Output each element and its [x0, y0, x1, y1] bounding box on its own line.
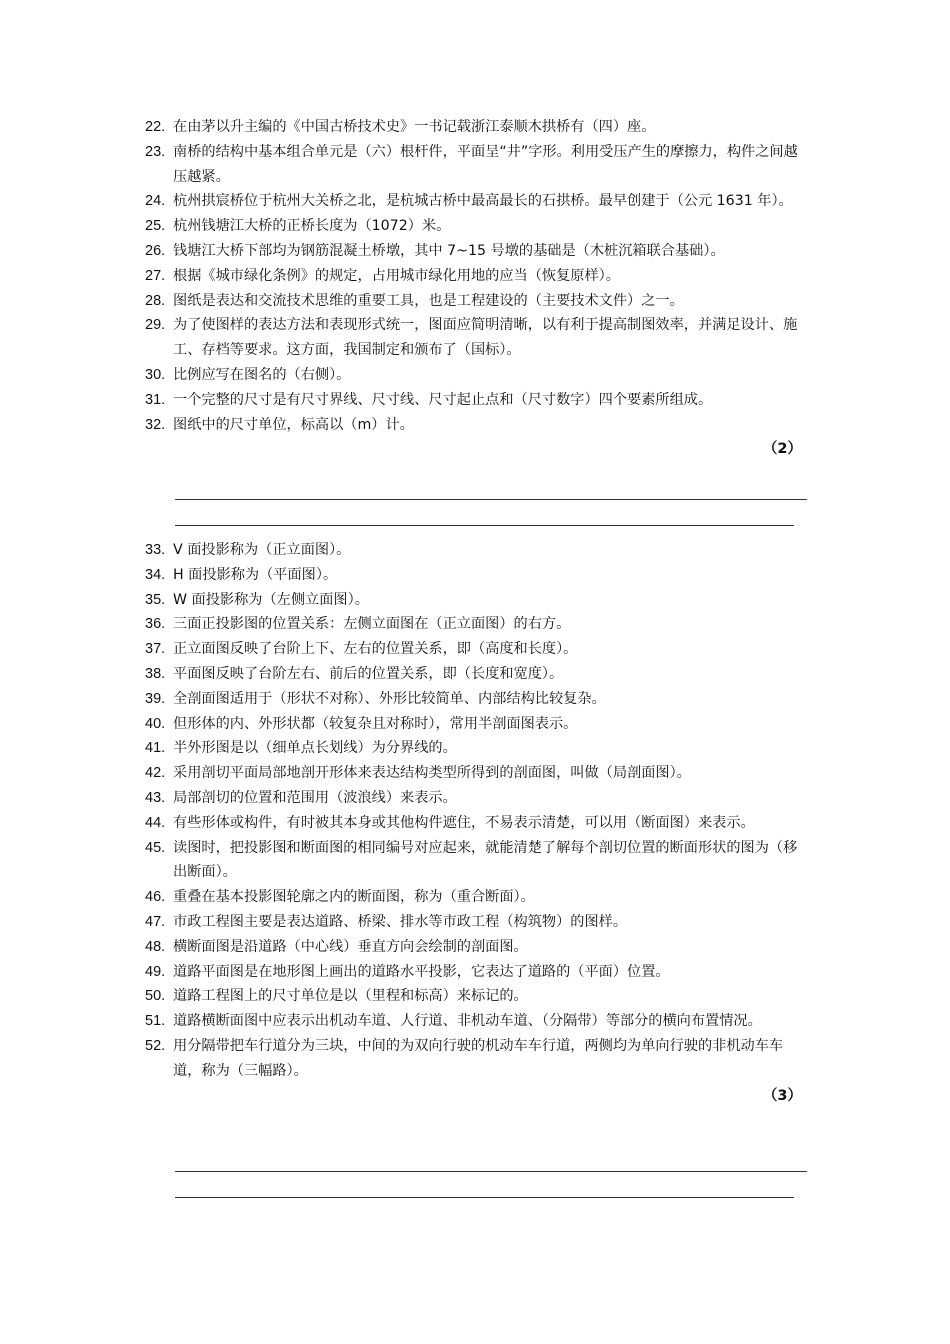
item-text: 三面正投影图的位置关系：左侧立面图在（正立面图）的右方。	[173, 616, 571, 633]
item-number: 33.	[145, 542, 166, 558]
item-number: 37.	[145, 641, 166, 658]
list-item	[145, 239, 810, 264]
item-text: 道路横断面图中应表示出机动车道、人行道、非机动车道、（分隔带）等部分的横向布置情况。	[173, 1013, 762, 1030]
item-number: 52.	[145, 1037, 166, 1054]
list-item	[145, 910, 810, 935]
item-text: 重叠在基本投影图轮廓之内的断面图，称为（重合断面）。	[173, 889, 535, 906]
item-number: 38.	[145, 665, 166, 682]
list-item	[145, 388, 810, 413]
list-item	[145, 736, 810, 761]
list-item	[145, 1009, 810, 1034]
list-item	[145, 885, 810, 910]
list-item	[145, 786, 810, 811]
item-text: 一个完整的尺寸是有尺寸界线、尺寸线、尺寸起止点和（尺寸数字）四个要素所组成。	[173, 391, 713, 408]
list-item	[145, 687, 810, 712]
list-item	[145, 140, 810, 190]
item-text: 根据《城市绿化条例》的规定，占用城市绿化用地的应当（恢复原样）。	[173, 267, 620, 284]
list-item	[145, 935, 810, 960]
page-number-marker: （2）	[762, 441, 802, 458]
list-item	[145, 214, 810, 239]
item-number: 48.	[145, 938, 166, 955]
item-number: 50.	[145, 988, 166, 1005]
item-number: 23.	[145, 143, 166, 160]
list-item	[145, 960, 810, 985]
item-text: 采用剖切平面局部地剖开形体来表达结构类型所得到的剖面图，叫做（局剖面图）。	[173, 765, 691, 782]
list-item	[145, 1034, 810, 1084]
item-text: 图纸是表达和交流技术思维的重要工具，也是工程建设的（主要技术文件）之一。	[173, 292, 684, 309]
list-item	[145, 413, 810, 438]
page-number-marker: （3）	[762, 1087, 802, 1104]
item-number: 27.	[145, 267, 166, 284]
list-item	[145, 588, 810, 613]
item-text: 市政工程图主要是表达道路、桥梁、排水等市政工程（构筑物）的图样。	[173, 913, 628, 930]
item-text: 南桥的结构中基本组合单元是（六）根杆件，平面呈“井”字形。利用受压产生的摩擦力，构件之间越压越紧。	[173, 143, 798, 185]
item-number: 36.	[145, 616, 166, 633]
list-item	[145, 264, 810, 289]
list-item	[145, 538, 810, 563]
item-text: 但形体的内、外形状都（较复杂且对称时），常用半剖面图表示。	[173, 715, 578, 732]
list-item	[145, 811, 810, 836]
item-text: 比例应写在图名的（右侧）。	[173, 366, 351, 383]
list-item	[145, 761, 810, 786]
question-list-2	[145, 538, 810, 1108]
list-item	[145, 612, 810, 637]
list-item	[145, 712, 810, 737]
item-number: 39.	[145, 690, 166, 707]
item-number: 47.	[145, 913, 166, 930]
item-number: 43.	[145, 789, 166, 806]
item-text: H 面投影称为（平面图）。	[173, 566, 338, 583]
item-text: 正立面图反映了台阶上下、左右的位置关系，即（高度和长度）。	[173, 641, 578, 658]
item-text: 图纸中的尺寸单位，标高以（m）计。	[173, 416, 414, 433]
item-text: 半外形图是以（细单点长划线）为分界线的。	[173, 740, 457, 757]
list-item	[145, 563, 810, 588]
item-text: 道路平面图是在地形图上画出的道路水平投影，它表达了道路的（平面）位置。	[173, 963, 670, 980]
item-text: 有些形体或构件，有时被其本身或其他构件遮住，不易表示清楚，可以用（断面图）来表示。	[173, 814, 755, 831]
list-item	[145, 313, 810, 363]
separator-line	[175, 499, 807, 500]
item-text: W 面投影称为（左侧立面图）。	[173, 591, 369, 608]
separator-line	[175, 1171, 807, 1172]
item-number: 34.	[145, 566, 166, 583]
item-text: 钱塘江大桥下部均为钢筋混凝土桥墩，其中 7~15 号墩的基础是（木桩沉箱联合基础）。	[173, 242, 725, 259]
list-item	[145, 984, 810, 1009]
list-item	[145, 637, 810, 662]
item-number: 32.	[145, 416, 166, 433]
item-number: 41.	[145, 740, 166, 757]
item-text: 局部剖切的位置和范围用（波浪线）来表示。	[173, 789, 457, 806]
item-text: 用分隔带把车行道分为三块，中间的为双向行驶的机动车车行道，两侧均为单向行驶的非机动车车道，称为（三幅路）。	[173, 1037, 784, 1079]
item-text: 全剖面图适用于（形状不对称）、外形比较简单、内部结构比较复杂。	[173, 690, 606, 707]
item-number: 44.	[145, 814, 166, 831]
item-number: 25.	[145, 218, 166, 235]
item-text: 平面图反映了台阶左右、前后的位置关系，即（长度和宽度）。	[173, 665, 564, 682]
item-text: 道路工程图上的尺寸单位是以（里程和标高）来标记的。	[173, 988, 528, 1005]
item-number: 42.	[145, 765, 166, 782]
list-item	[145, 363, 810, 388]
item-number: 49.	[145, 963, 166, 980]
separator-line	[175, 525, 794, 526]
item-text: 杭州拱宸桥位于杭州大关桥之北，是杭城古桥中最高最长的石拱桥。最早创建于（公元 1631 年）。	[173, 193, 793, 210]
item-number: 35.	[145, 591, 166, 608]
item-number: 28.	[145, 292, 166, 309]
item-text: V 面投影称为（正立面图）。	[173, 542, 351, 558]
item-number: 31.	[145, 391, 166, 408]
item-number: 30.	[145, 366, 166, 383]
item-number: 26.	[145, 242, 166, 259]
item-number: 29.	[145, 317, 166, 334]
list-item	[145, 189, 810, 214]
item-text: 读图时，把投影图和断面图的相同编号对应起来，就能清楚了解每个剖切位置的断面形状的图为（移出断面）。	[173, 839, 798, 881]
item-text: 在由茅以升主编的《中国古桥技术史》一书记载浙江泰顺木拱桥有（四）座。	[173, 119, 656, 135]
item-number: 22.	[145, 119, 166, 135]
item-number: 40.	[145, 715, 166, 732]
item-text: 为了使图样的表达方法和表现形式统一，图面应简明清晰，以有利于提高制图效率，并满足设计、施工、存档等要求。这方面，我国制定和颁布了（国标）。	[173, 317, 798, 359]
list-item	[145, 289, 810, 314]
item-text: 横断面图是沿道路（中心线）垂直方向会绘制的剖面图。	[173, 938, 528, 955]
item-number: 51.	[145, 1013, 166, 1030]
item-text: 杭州钱塘江大桥的正桥长度为（1072）米。	[173, 218, 451, 235]
item-number: 45.	[145, 839, 166, 856]
item-number: 46.	[145, 889, 166, 906]
list-item	[145, 662, 810, 687]
separator-line	[175, 1197, 794, 1198]
list-item	[145, 115, 810, 140]
question-list-1	[145, 115, 810, 461]
item-number: 24.	[145, 193, 166, 210]
list-item	[145, 836, 810, 886]
